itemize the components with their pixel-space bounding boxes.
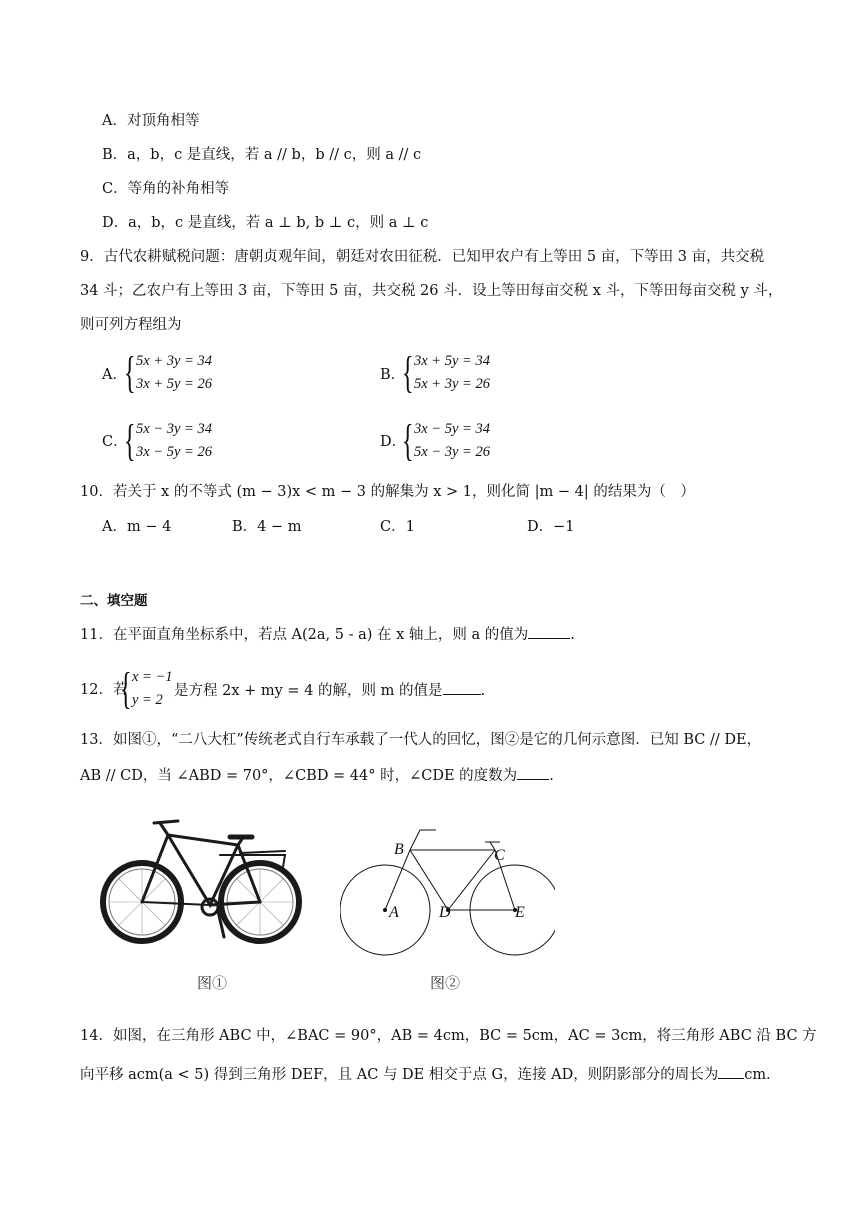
q13-end: . bbox=[549, 768, 554, 784]
equation: 3x + 5y = 34 bbox=[414, 353, 490, 369]
brace-icon: { bbox=[124, 348, 136, 397]
q8-option-c: C．等角的补角相等 bbox=[102, 181, 230, 197]
q8-option-b: B．a，b，c 是直线，若 a // b，b // c，则 a // c bbox=[102, 147, 422, 163]
brace-icon: { bbox=[402, 348, 414, 397]
q12-suffix: 是方程 2x + my = 4 的解，则 m 的值是 bbox=[174, 683, 443, 699]
q12-line bbox=[174, 680, 485, 701]
q9-option-b-label: B． bbox=[380, 367, 406, 383]
q8-option-a: A．对顶角相等 bbox=[102, 113, 200, 129]
q11-line bbox=[80, 624, 575, 645]
brace-icon: { bbox=[124, 416, 136, 465]
q10-option-b: B．4 − m bbox=[232, 519, 302, 535]
answer-blank bbox=[443, 680, 481, 695]
q9-option-a-label: A． bbox=[102, 367, 127, 383]
q9-option-c-label: C． bbox=[102, 434, 128, 450]
q9-stem-line3: 则可列方程组为 bbox=[80, 317, 182, 333]
q10-option-a: A．m − 4 bbox=[102, 519, 172, 535]
equation: 5x + 3y = 26 bbox=[414, 376, 490, 392]
equation: 5x − 3y = 26 bbox=[414, 444, 490, 460]
label-a: A bbox=[389, 904, 399, 921]
equation: x = −1 bbox=[132, 669, 173, 685]
bicycle-photo bbox=[100, 815, 305, 955]
answer-blank bbox=[528, 624, 570, 639]
brace-icon: { bbox=[120, 664, 132, 713]
q13-line2 bbox=[80, 765, 554, 786]
q10-option-d: D．−1 bbox=[527, 519, 575, 535]
q10-stem: 10．若关于 x 的不等式 (m − 3)x < m − 3 的解集为 x > 1，则化简 |m − 4| 的结果为（ ） bbox=[80, 484, 695, 500]
equation: y = 2 bbox=[132, 692, 163, 708]
q13-stem-line2: AB // CD，当 ∠ABD = 70°，∠CBD = 44° 时，∠CDE 的度数为 bbox=[80, 768, 518, 784]
q13-stem-line1: 13．如图①，“二八大杠”传统老式自行车承载了一代人的回忆，图②是它的几何示意图．已知 BC // DE， bbox=[80, 732, 762, 748]
q8-option-d: D．a，b，c 是直线，若 a ⊥ b, b ⊥ c，则 a ⊥ c bbox=[102, 215, 429, 231]
q14-stem-line2: 向平移 acm(a < 5) 得到三角形 DEF，且 AC 与 DE 相交于点 G，连接 AD，则阴影部分的周长为 bbox=[80, 1067, 719, 1083]
label-e: E bbox=[515, 904, 525, 921]
label-b: B bbox=[394, 841, 404, 858]
q14-line2 bbox=[80, 1064, 781, 1085]
q9-option-d-label: D． bbox=[380, 434, 407, 450]
q12-prefix: 12．若 bbox=[80, 682, 128, 698]
q9-stem-line1: 9．古代农耕赋税问题：唐朝贞观年间，朝廷对农田征税．已知甲农户有上等田 5 亩，下等田 3 亩，共交税 bbox=[80, 249, 765, 265]
q11-end: . bbox=[570, 627, 575, 643]
equation: 5x + 3y = 34 bbox=[136, 353, 212, 369]
q10-option-c: C．1 bbox=[380, 519, 415, 535]
figure-1-caption: 图① bbox=[197, 974, 228, 992]
q9-stem-line2: 34 斗；乙农户有上等田 3 亩，下等田 5 亩，共交税 26 斗．设上等田每亩交税 x 斗，下等田每亩交税 y 斗， bbox=[80, 283, 783, 299]
q12-end: . bbox=[480, 683, 486, 699]
answer-blank bbox=[517, 765, 549, 780]
q14-end: cm． bbox=[744, 1067, 781, 1083]
equation: 3x − 5y = 26 bbox=[136, 444, 212, 460]
section-heading: 二、填空题 bbox=[80, 593, 148, 609]
label-c: C bbox=[494, 847, 505, 864]
equation: 3x − 5y = 34 bbox=[414, 421, 490, 437]
equation: 3x + 5y = 26 bbox=[136, 376, 212, 392]
equation: 5x − 3y = 34 bbox=[136, 421, 212, 437]
bicycle-diagram bbox=[340, 820, 555, 960]
figure-2-caption: 图② bbox=[430, 974, 461, 992]
q11-text: 11．在平面直角坐标系中，若点 A(2a, 5 - a) 在 x 轴上，则 a 的值为 bbox=[80, 627, 529, 643]
answer-blank bbox=[718, 1064, 744, 1079]
brace-icon: { bbox=[402, 416, 414, 465]
q14-stem-line1: 14．如图，在三角形 ABC 中，∠BAC = 90°，AB = 4cm，BC = 5cm，AC = 3cm，将三角形 ABC 沿 BC 方 bbox=[80, 1028, 817, 1044]
label-d: D bbox=[439, 904, 451, 921]
